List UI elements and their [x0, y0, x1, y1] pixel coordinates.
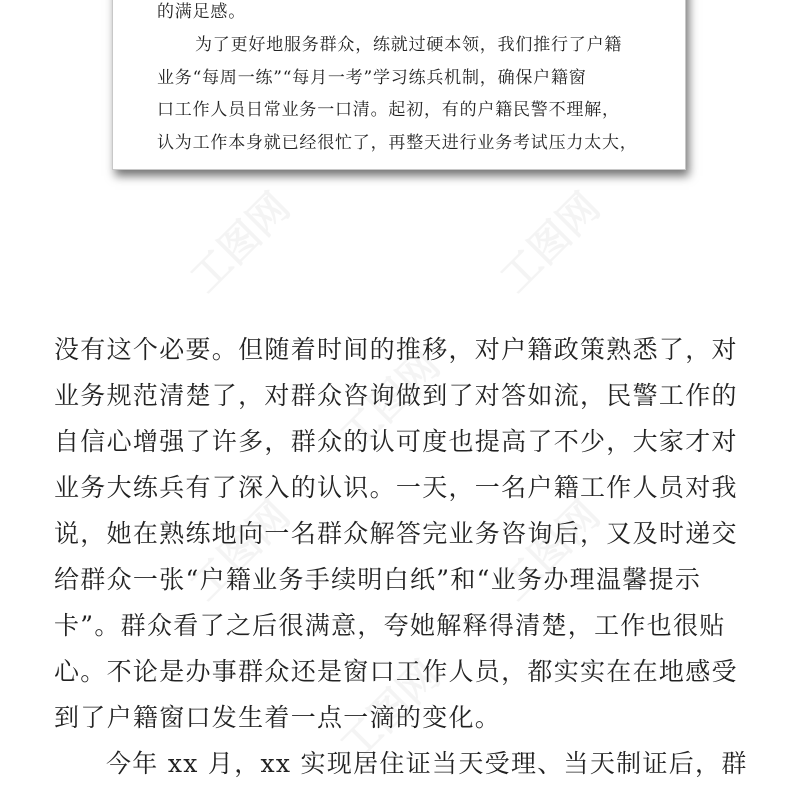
body-text	[54, 327, 754, 787]
paper-card	[112, 0, 686, 170]
card-line: 认为工作本身就已经很忙了，再整天进行业务考试压力太大，	[157, 133, 638, 153]
card-line: 口工作人员日常业务一口清。起初，有的户籍民警不理解，	[157, 100, 620, 120]
body-line: 业务大练兵有了深入的认识。一天，一名户籍工作人员对我	[54, 473, 738, 502]
body-line: 说，她在熟练地向一名群众解答完业务咨询后，又及时递交	[54, 519, 738, 548]
watermark	[485, 178, 610, 303]
body-line: 卡”。群众看了之后很满意，夸她解释得清楚，工作也很贴	[54, 611, 726, 640]
body-line: 今年 xx 月，xx 实现居住证当天受理、当天制证后，群	[106, 749, 748, 778]
watermark	[175, 178, 300, 303]
body-line: 心。不论是办事群众还是窗口工作人员，都实实在在地感受	[54, 657, 738, 686]
card-line: 为了更好地服务群众，练就过硬本领，我们推行了户籍	[195, 35, 623, 55]
body-line: 到了户籍窗口发生着一点一滴的变化。	[54, 703, 502, 732]
body-line: 没有这个必要。但随着时间的推移，对户籍政策熟悉了，对	[54, 335, 738, 364]
body-line: 给群众一张“户籍业务手续明白纸”和“业务办理温馨提示	[54, 565, 702, 594]
card-line: 业务“每周一练”“每月一考”学习练兵机制，确保户籍窗	[157, 68, 587, 88]
body-line: 自信心增强了许多，群众的认可度也提高了不少，大家才对	[54, 427, 738, 456]
card-line: 的满足感。	[157, 2, 246, 22]
body-line: 业务规范清楚了，对群众咨询做到了对答如流，民警工作的	[54, 381, 738, 410]
